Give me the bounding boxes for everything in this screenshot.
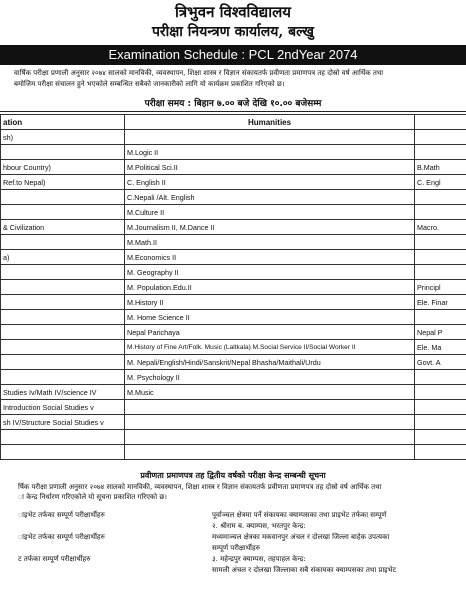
table-cell: Ele. Ma — [415, 340, 466, 355]
list-item: ाइभेट तर्फका सम्पूर्ण परीक्षार्थीहरु — [18, 533, 105, 541]
list-item: सम्पूर्ण परीक्षार्थीहरु — [212, 544, 260, 552]
table-cell — [1, 430, 125, 445]
list-item: ३. महेन्द्रपुर क्याम्पस, तहपाहल केन्द्र: — [212, 555, 306, 563]
table-row — [1, 190, 466, 205]
table-cell — [1, 265, 125, 280]
table-cell: M.Logic II — [125, 145, 415, 160]
table-row — [1, 250, 466, 265]
table-cell: C.Nepali /Alt. English — [125, 190, 415, 205]
table-cell — [125, 415, 415, 430]
table-header-row — [1, 115, 466, 130]
table-row — [1, 130, 466, 145]
table-cell: M. Geography II — [125, 265, 415, 280]
table-cell — [415, 400, 466, 415]
table-cell: M.Math.II — [125, 235, 415, 250]
list-item: पूर्वाञ्चल क्षेत्रमा पर्ने संकायका क्याम्पसका तथा प्राइभेट तर्फका सम्पूर्ण — [212, 511, 387, 519]
intro-line: बमोजिम परीक्षा संचालन हुने भएकोले सम्बन्धित सबैको जानकारीको लागि यो कार्यक्रम प्रकाशित गरिएको छ। — [14, 80, 285, 88]
table-cell: M.Journalism II, M.Dance II — [125, 220, 415, 235]
table-cell: M.History II — [125, 295, 415, 310]
notice-left-list — [0, 510, 210, 576]
table-cell — [415, 445, 466, 460]
notice-text — [0, 482, 466, 502]
institution-name: त्रिभुवन विश्वविद्यालय — [175, 3, 291, 21]
schedule-title: Examination Schedule : PCL 2ndYear 2074 — [0, 45, 466, 65]
table-cell — [1, 190, 125, 205]
table-cell: Nepal Parichaya — [125, 325, 415, 340]
table-row — [1, 265, 466, 280]
table-cell — [415, 235, 466, 250]
table-cell — [125, 445, 415, 460]
table-cell — [415, 250, 466, 265]
table-row — [1, 445, 466, 460]
table-cell — [1, 310, 125, 325]
notice-right-list — [212, 510, 466, 576]
table-cell: Introduction Social Studies v — [1, 400, 125, 415]
table-row — [1, 220, 466, 235]
table-cell: hbour Country) — [1, 160, 125, 175]
intro-line: वार्षिक परीक्षा प्रणाली अनुसार २०७४ सालको मानविकी, व्यवस्थापन, शिक्षा शास्त्र र विज्ञान संकायतर्फ प्रवीणता प्रमाणपत्र तह दोस्रो वर्ष आर्थिक तथा — [14, 69, 384, 77]
table-cell — [415, 385, 466, 400]
table-cell: sh IV/Structure Social Studies v — [1, 415, 125, 430]
table-cell — [415, 205, 466, 220]
table-row — [1, 175, 466, 190]
intro-text — [0, 68, 466, 90]
column-header: ation — [1, 115, 125, 130]
table-row — [1, 430, 466, 445]
table-cell: Principl — [415, 280, 466, 295]
table-cell — [415, 370, 466, 385]
table-cell — [415, 430, 466, 445]
table-cell — [1, 340, 125, 355]
table-cell — [415, 145, 466, 160]
table-cell — [1, 370, 125, 385]
table-row — [1, 205, 466, 220]
table-cell — [1, 445, 125, 460]
table-cell: Studies Iv/Math IV/science IV — [1, 385, 125, 400]
table-cell — [125, 400, 415, 415]
table-cell: M.Culture II — [125, 205, 415, 220]
schedule-table — [0, 114, 466, 460]
table-cell: M.History of Fine Art/Folk. Music (Laltkala) M.Social Service II/Social Worker II — [125, 340, 415, 355]
list-item: ट तर्फका सम्पूर्ण परीक्षार्थीहरु — [18, 555, 91, 563]
table-row — [1, 310, 466, 325]
table-cell — [415, 310, 466, 325]
table-row — [1, 235, 466, 250]
table-cell — [125, 430, 415, 445]
column-header — [415, 115, 466, 130]
table-cell: Nepal P — [415, 325, 466, 340]
table-row — [1, 295, 466, 310]
table-row — [1, 280, 466, 295]
table-cell — [1, 355, 125, 370]
table-cell — [1, 295, 125, 310]
table-cell: M. Population.Edu.II — [125, 280, 415, 295]
office-name: परीक्षा नियन्त्रण कार्यालय, बल्खु — [151, 24, 315, 40]
table-cell — [1, 325, 125, 340]
table-cell: M. Home Science II — [125, 310, 415, 325]
notice-line: ा केन्द्र निर्धारण गरिएकोले यो सूचना प्रकाशित गरिएको छ। — [18, 493, 167, 501]
table-row — [1, 160, 466, 175]
table-row — [1, 385, 466, 400]
table-row — [1, 415, 466, 430]
table-row — [1, 145, 466, 160]
table-cell: Ele. Finar — [415, 295, 466, 310]
table-cell: Ref.to Nepal) — [1, 175, 125, 190]
notice-line: र्षिक परीक्षा प्रणाली अनुसार २०७४ सालको मानविकी, व्यवस्थापन, शिक्षा शास्त्र र विज्ञान संकायतर्फ प्रवीणता प्रमाणपत्र तह दोस्रो वर्ष आर्थिक तथा — [18, 483, 382, 491]
table-cell — [415, 415, 466, 430]
table-cell: sh) — [1, 130, 125, 145]
table-cell: a) — [1, 250, 125, 265]
exam-time: परीक्षा समय : बिहान ७.०० बजे देखि १०.०० बजेसम्म — [0, 97, 466, 112]
table-cell — [1, 205, 125, 220]
table-row — [1, 355, 466, 370]
table-cell: C. English II — [125, 175, 415, 190]
table-cell — [125, 130, 415, 145]
table-cell: M.Political Sci.II — [125, 160, 415, 175]
table-cell — [1, 280, 125, 295]
table-cell: Govt. A — [415, 355, 466, 370]
table-row — [1, 370, 466, 385]
table-cell: M. Psychology II — [125, 370, 415, 385]
table-cell — [415, 190, 466, 205]
table-cell: & Civilization — [1, 220, 125, 235]
table-row — [1, 340, 466, 355]
notice-heading: प्रवीणता प्रमाणपत्र तह द्वितीय वर्षको परीक्षा केन्द्र सम्बन्धी सूचना — [140, 471, 326, 480]
list-item: २. श्रीराम ब. क्याम्पस, भरतपुर केन्द्र: — [212, 522, 306, 530]
table-cell: C. Engl — [415, 175, 466, 190]
table-row — [1, 325, 466, 340]
table-cell: M.Music — [125, 385, 415, 400]
table-cell — [415, 265, 466, 280]
table-cell: M. Nepali/English/Hindi/Sanskrit/Nepal Bhasha/Maithali/Urdu — [125, 355, 415, 370]
list-item: सामली अंचल र दोलखा जिल्लाका सबै संकायका क्याम्पसका तथा प्राइभेट — [212, 566, 397, 574]
list-item: ाइभेट तर्फका सम्पूर्ण परीक्षार्थीहरु — [18, 511, 105, 519]
table-row — [1, 400, 466, 415]
table-cell — [1, 235, 125, 250]
table-cell — [415, 130, 466, 145]
table-cell: Macro. — [415, 220, 466, 235]
table-cell: B.Math — [415, 160, 466, 175]
column-header: Humanities — [125, 115, 415, 130]
list-item: मध्यमाञ्चल क्षेत्रका मकवानपुर अंचल र दोलखा जिल्ला बाहेक उपत्यका — [212, 533, 390, 541]
table-cell — [1, 145, 125, 160]
table-cell: M.Economics II — [125, 250, 415, 265]
table-body — [1, 130, 466, 460]
